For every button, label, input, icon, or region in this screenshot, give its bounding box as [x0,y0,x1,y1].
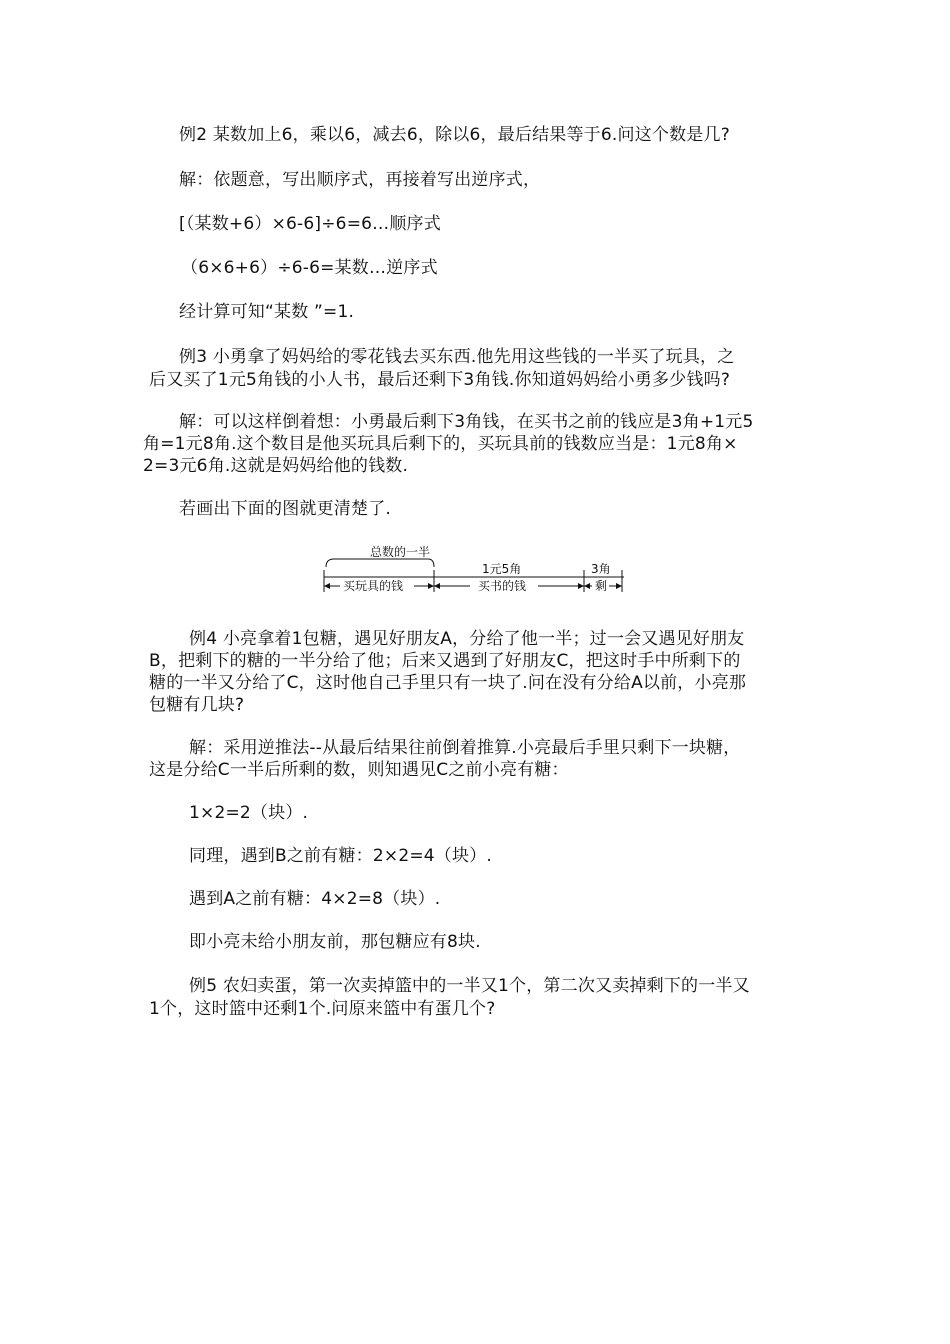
example-3-solution-line-1: 解：可以这样倒着想：小勇最后剩下3角钱，在买书之前的钱应是3角+1元5 [179,412,754,432]
example-4-question-line-2: B，把剩下的糖的一半分给了他；后来又遇到了好朋友C，把这时手中所剩下的 [149,651,741,671]
half-total-label: 总数的一半 [370,545,431,559]
example-4-question-line-3: 糖的一半又分给了C，这时他自己手里只有一块了.问在没有分给A以前，小亮那 [149,673,747,693]
forward-formula: [（某数+6）×6-6]÷6=6…顺序式 [179,214,441,234]
example-4-solution-line-1: 解：采用逆推法--从最后结果往前倒着推算.小亮最后手里只剩下一块糖， [189,738,741,758]
remaining-label: 剩 [595,579,608,593]
calc-step-1: 1×2=2（块）. [189,803,309,823]
calc-step-2: 同理，遇到B之前有糖：2×2=4（块）. [189,846,493,866]
toy-right-arrow [428,583,434,589]
example-4-question-line-4: 包糖有几块? [149,695,245,715]
book-right-arrow [578,583,584,589]
example-3-solution-line-2: 角=1元8角.这个数目是他买玩具后剩下的，买玩具前的钱数应当是：1元8角× [143,434,738,454]
book-left-arrow [434,583,440,589]
example-5-question-line-2: 1个，这时篮中还剩1个.问原来篮中有蛋几个? [149,999,496,1019]
book-money-label: 买书的钱 [478,579,527,593]
example-3-question-line-2: 后又买了1元5角钱的小人书，最后还剩下3角钱.你知道妈妈给小勇多少钱吗? [149,370,731,390]
toy-left-arrow [324,583,330,589]
example-3-solution-line-3: 2=3元6角.这就是妈妈给他的钱数. [143,456,409,476]
book-price-label: 1元5角 [482,562,522,576]
example-2-question: 例2 某数加上6，乘以6，减去6，除以6，最后结果等于6.问这个数是几? [179,125,730,145]
reverse-formula: （6×6+6）÷6-6=某数…逆序式 [181,258,438,278]
example-2-solution-intro: 解：依题意，写出顺序式，再接着写出逆序式， [179,170,541,190]
remaining-right-arrow [616,583,622,589]
example-4-answer: 即小亮未给小朋友前，那包糖应有8块. [189,932,481,952]
example-4-solution-line-2: 这是分给C一半后所剩的数，则知遇见C之前小亮有糖： [149,760,569,780]
example-2-result: 经计算可知“某数 ”=1. [179,302,355,322]
toy-money-label: 买玩具的钱 [343,579,404,593]
money-line-diagram [318,543,628,599]
half-brace [326,559,434,567]
example-4-question-line-1: 例4 小亮拿着1包糖，遇见好朋友A，分给了他一半；过一会又遇见好朋友 [189,629,745,649]
example-3-question-line-1: 例3 小勇拿了妈妈给的零花钱去买东西.他先用这些钱的一半买了玩具，之 [179,347,735,367]
figure-intro: 若画出下面的图就更清楚了. [179,499,392,519]
remaining-price-label: 3角 [591,562,611,576]
example-5-question-line-1: 例5 农妇卖蛋，第一次卖掉篮中的一半又1个，第二次又卖掉剩下的一半又 [189,976,750,996]
calc-step-3: 遇到A之前有糖：4×2=8（块）. [189,889,441,909]
remaining-left-arrow [584,583,590,589]
